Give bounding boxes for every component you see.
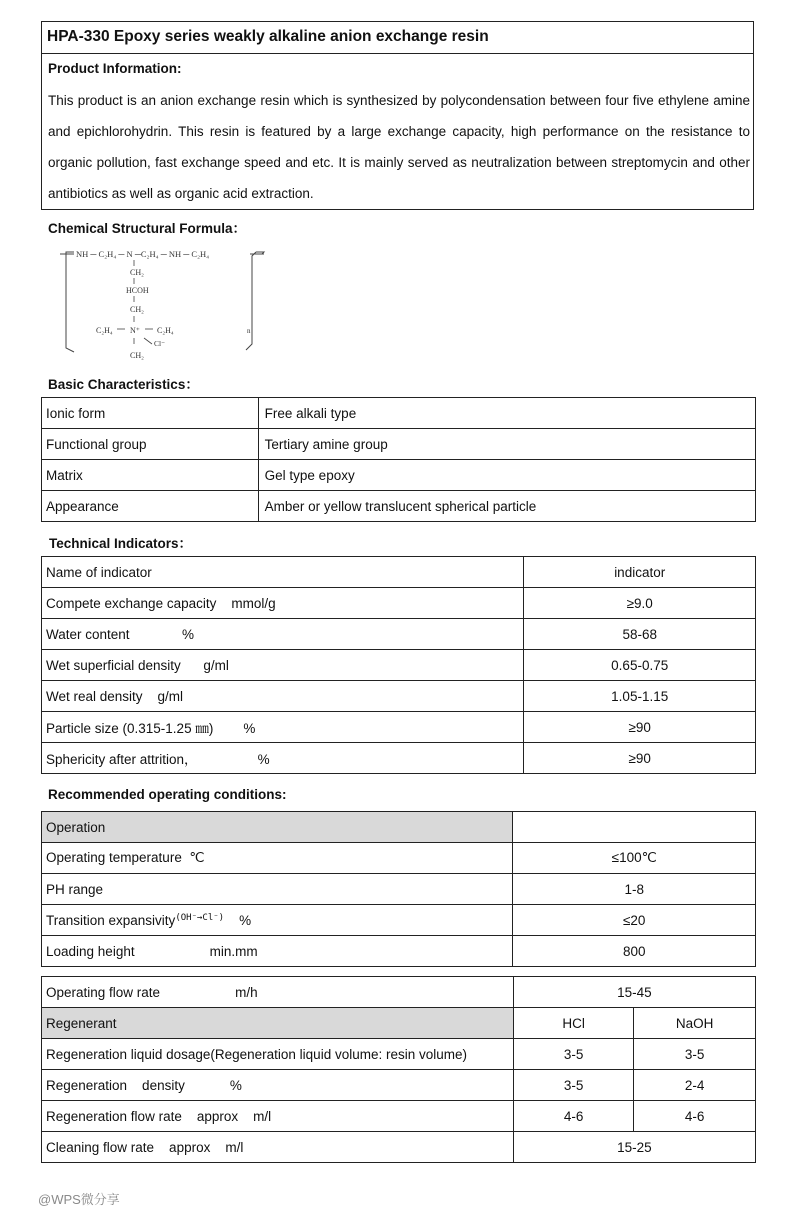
table-row — [42, 588, 756, 619]
basic-value: Free alkali type — [258, 398, 755, 429]
table-row — [42, 905, 756, 936]
technical-value: ≥90 — [524, 743, 756, 774]
table-row — [42, 650, 756, 681]
top-chain: NH ─ C₂H₄ ─ N ─C₂H₄ ─ NH ─ C₂H₄ — [76, 249, 210, 259]
n-plus: N⁺ — [130, 326, 140, 335]
regen-label: Regeneration density % — [42, 1070, 514, 1101]
technical-label: Sphericity after attrition， % — [42, 743, 524, 774]
product-info-text: This product is an anion exchange resin which is synthesized by polycondensation between four five ethylene amine and epichlorohydrin. This resin is featured by a large exchange capacity, high performance on the resistance to organic pollution, fast exchange speed and etc. It is mainly served as neutralization between streptomycin and other antibiotics as well as organic acid extraction. — [48, 93, 750, 201]
ch2-c: CH₂ — [130, 351, 144, 360]
product-info-heading: Product Information: — [48, 61, 182, 76]
basic-table — [41, 397, 756, 522]
basic-value: Gel type epoxy — [258, 460, 755, 491]
right-group: C₂H₄ — [157, 326, 174, 335]
technical-header-value: indicator — [524, 557, 756, 588]
chloride: Cl⁻ — [154, 339, 166, 348]
operating-value: ≤20 — [513, 905, 756, 936]
technical-value: 0.65-0.75 — [524, 650, 756, 681]
table-header-row — [42, 557, 756, 588]
operating-label: Operating temperature ℃ — [42, 843, 513, 874]
ch2-b: CH₂ — [130, 305, 144, 314]
operating-table — [41, 811, 756, 967]
table-row — [42, 491, 756, 522]
table-row — [42, 1101, 756, 1132]
left-bracket — [66, 252, 74, 352]
table-header-row — [42, 812, 756, 843]
regeneration-table — [41, 976, 756, 1163]
table-row — [42, 712, 756, 743]
operating-value: ≤100℃ — [513, 843, 756, 874]
operating-heading: Recommended operating conditions: — [48, 787, 287, 802]
expansivity-unit: % — [224, 912, 252, 928]
table-row — [42, 1132, 756, 1163]
flow-rate-label: Operating flow rate m/h — [42, 977, 514, 1008]
wps-watermark: @WPS微分享 — [38, 1192, 120, 1207]
table-row — [42, 936, 756, 967]
operating-label-expansivity — [42, 905, 513, 936]
cleaning-label: Cleaning flow rate approx m/l — [42, 1132, 514, 1163]
technical-label: Compete exchange capacity mmol/g — [42, 588, 524, 619]
regen-label: Regeneration liquid dosage(Regeneration liquid volume: resin volume) — [42, 1039, 514, 1070]
technical-label: Wet superficial density g/ml — [42, 650, 524, 681]
technical-value: ≥9.0 — [524, 588, 756, 619]
operation-header: Operation — [42, 812, 513, 843]
regenerant-label: Regenerant — [42, 1008, 514, 1039]
technical-label: Particle size (0.315-1.25 ㎜) % — [42, 712, 524, 743]
regenerant-naoh: NaOH — [634, 1008, 756, 1039]
regen-naoh: 3-5 — [634, 1039, 756, 1070]
technical-label: Water content % — [42, 619, 524, 650]
technical-header-label: Name of indicator — [42, 557, 524, 588]
right-bracket — [246, 252, 264, 350]
table-row — [42, 681, 756, 712]
operating-value: 800 — [513, 936, 756, 967]
ch2-a: CH₂ — [130, 268, 144, 277]
technical-value: ≥90 — [524, 712, 756, 743]
expansivity-sup: (OH⁻→Cl⁻) — [175, 912, 225, 923]
operating-value: 1-8 — [513, 874, 756, 905]
flow-rate-value: 15-45 — [513, 977, 755, 1008]
left-group: C₂H₄ — [96, 326, 113, 335]
table-row — [42, 743, 756, 774]
cleaning-value: 15-25 — [513, 1132, 755, 1163]
table-row — [42, 429, 756, 460]
technical-value: 58-68 — [524, 619, 756, 650]
table-row — [42, 874, 756, 905]
operation-header-empty — [513, 812, 756, 843]
basic-heading: Basic Characteristics： — [48, 377, 199, 392]
table-row — [42, 1039, 756, 1070]
table-row — [42, 460, 756, 491]
table-row — [42, 398, 756, 429]
operating-label: Loading height min.mm — [42, 936, 513, 967]
basic-value: Amber or yellow translucent spherical particle — [258, 491, 755, 522]
basic-label: Matrix — [42, 460, 259, 491]
operating-label: PH range — [42, 874, 513, 905]
regen-naoh: 4-6 — [634, 1101, 756, 1132]
regen-hcl: 3-5 — [513, 1070, 634, 1101]
chemical-structure-diagram — [60, 240, 270, 360]
hcoh: HCOH — [126, 286, 149, 295]
technical-heading: Technical Indicators： — [49, 536, 193, 551]
technical-table — [41, 556, 756, 774]
table-row — [42, 619, 756, 650]
technical-label: Wet real density g/ml — [42, 681, 524, 712]
table-row — [42, 843, 756, 874]
bond-n-cl — [144, 338, 152, 344]
technical-value: 1.05-1.15 — [524, 681, 756, 712]
basic-value: Tertiary amine group — [258, 429, 755, 460]
table-row — [42, 977, 756, 1008]
regen-hcl: 4-6 — [513, 1101, 634, 1132]
formula-heading: Chemical Structural Formula： — [48, 221, 247, 236]
expansivity-main: Transition expansivity — [46, 912, 176, 928]
basic-label: Appearance — [42, 491, 259, 522]
table-row — [42, 1070, 756, 1101]
regen-naoh: 2-4 — [634, 1070, 756, 1101]
regenerant-hcl: HCl — [513, 1008, 634, 1039]
basic-label: Ionic form — [42, 398, 259, 429]
regen-hcl: 3-5 — [513, 1039, 634, 1070]
document-title: HPA-330 Epoxy series weakly alkaline anion exchange resin — [47, 28, 489, 45]
subscript-n: n — [247, 327, 251, 335]
title-divider — [41, 53, 754, 54]
basic-label: Functional group — [42, 429, 259, 460]
regen-label: Regeneration flow rate approx m/l — [42, 1101, 514, 1132]
table-header-row — [42, 1008, 756, 1039]
